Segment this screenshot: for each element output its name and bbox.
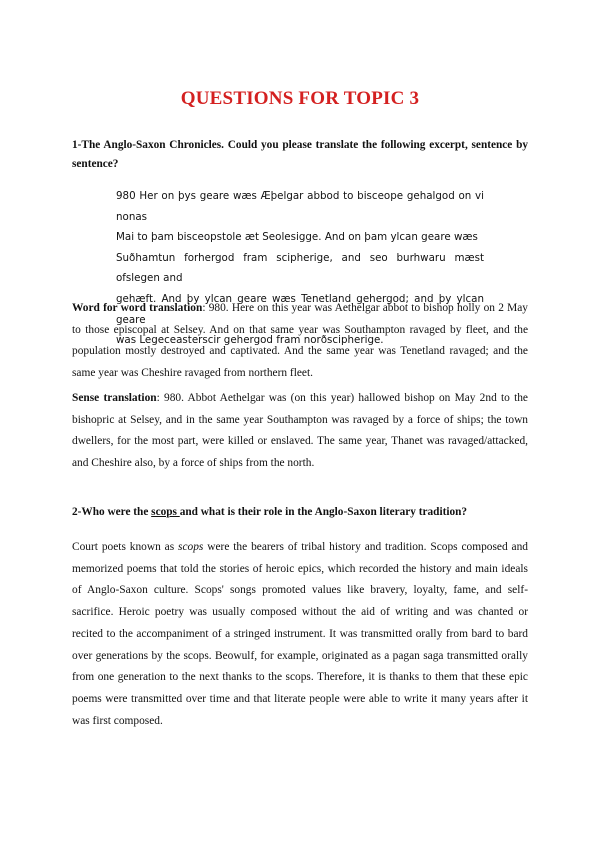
question-2-suffix: and what is their role in the Anglo-Saxon literary tradition? (179, 506, 468, 518)
word-for-word-translation (72, 298, 528, 384)
scops-answer-italic: scops (178, 541, 204, 553)
excerpt-line: was Legeceasterscir gehergod fram norðscipherige. (116, 334, 384, 347)
word-translation-text: : 980. Here on this year was Aethelgar abbot to bishop holly on 2 May to those episcopal at Selsey. And on that same year was Southampton ravaged by fleet, and the population mostly destroyed and captivated. And the same year was Tenetland ravaged; and the same year was Cheshire ravaged from northern fleet. (72, 302, 529, 379)
question-2-underlined: scops (151, 506, 180, 518)
sense-translation-label: Sense translation (72, 392, 157, 404)
question-2-prefix: 2-Who were the (72, 506, 152, 518)
word-translation-label: Word for word translation (72, 302, 203, 314)
sense-translation-text: : 980. Abbot Aethelgar was (on this year) hallowed bishop on May 2nd to the bishopric at Selsey, and in the same year Southampton was ravaged by a force of ships; the town dwellers, for the most part, were killed or enslaved. The same year, Thanet was ravaged/attacked, and Cheshire also, by a force of ships from the north. (72, 392, 528, 469)
question-1: 1-The Anglo-Saxon Chronicles. Could you please translate the following excerpt, sentence by sentence? (72, 139, 528, 170)
scops-answer-before: Court poets known as (72, 541, 179, 553)
scops-answer-after: were the bearers of tribal history and tradition. Scops composed and memorized poems that told the stories of heroic epics, which recorded the history and main ideals of Anglo-Saxon culture. Scops' songs promoted values like bravery, loyalty, fame, and self-sacrifice. Heroic poetry was usually composed without the aid of writing and was chanted or recited to the accompaniment of a stringed instrument. It was transmitted orally from bard to bard over generations by the scops. Beowulf, for example, originated as a pagan saga transmitted orally from one generation to the next thanks to the scops. Therefore, it is thanks to them that these epic poems were transmitted over time and that literate people were able to write it many years after it was first composed. (72, 541, 528, 727)
sense-translation (72, 388, 528, 474)
question-2 (72, 503, 528, 522)
excerpt-line: gehæft. And þy ylcan geare wæs Tenetland gehergod; and þy ylcan geare (116, 292, 484, 326)
excerpt-line: 980 Her on þys geare wæs Æþelgar abbod to bisceope gehalgod on vi nonas (116, 190, 484, 223)
page-title: QUESTIONS FOR TOPIC 3 (180, 88, 420, 109)
excerpt-line: Suðhamtun forhergod fram scipherige, and seo burhwaru mæst ofslegen and (116, 251, 484, 285)
scops-answer (72, 537, 528, 732)
excerpt-line: Mai to þam bisceopstole æt Seolesigge. And on þam ylcan geare wæs (116, 231, 478, 244)
